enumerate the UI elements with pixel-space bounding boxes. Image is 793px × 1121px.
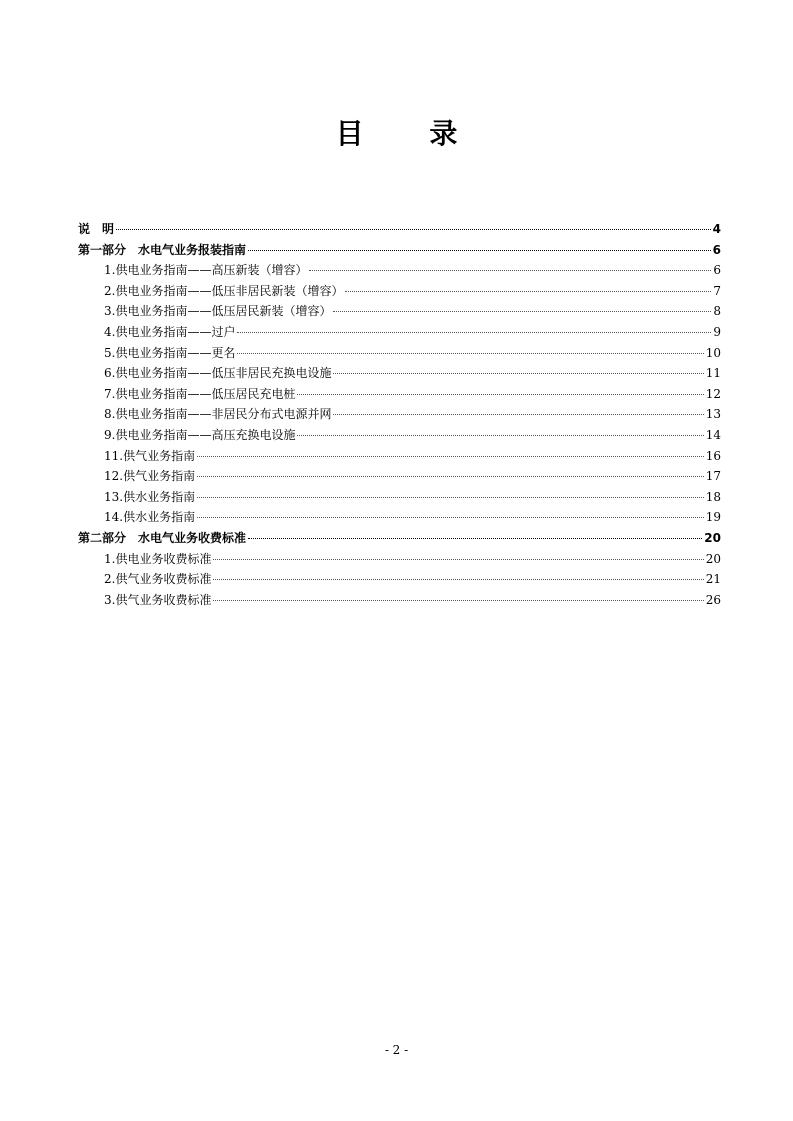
toc-dot-leader <box>333 414 703 415</box>
toc-entry-label: 13.供水业务指南 <box>104 489 196 504</box>
toc-entry-label: 1.供电业务收费标准 <box>104 551 212 566</box>
toc-entry-page: 14 <box>705 427 721 442</box>
toc-entry-page: 11 <box>705 366 721 381</box>
toc-subsection-entry[interactable] <box>78 446 721 467</box>
toc-subsection-entry[interactable] <box>78 569 721 590</box>
toc-dot-leader <box>197 476 704 477</box>
toc-section-entry[interactable] <box>78 219 721 240</box>
toc-entry-label: 14.供水业务指南 <box>104 510 196 525</box>
toc-dot-leader <box>237 353 703 354</box>
toc-dot-leader <box>248 538 702 539</box>
toc-subsection-entry[interactable] <box>78 301 721 322</box>
toc-dot-leader <box>297 435 703 436</box>
toc-dot-leader <box>309 270 711 271</box>
page-title: 目 录 <box>335 117 486 150</box>
toc-subsection-entry[interactable] <box>78 343 721 364</box>
toc-subsection-entry[interactable] <box>78 322 721 343</box>
toc-subsection-entry[interactable] <box>78 281 721 302</box>
toc-entry-label: 第一部分 水电气业务报装指南 <box>78 242 247 257</box>
toc-dot-leader <box>213 559 703 560</box>
toc-subsection-entry[interactable] <box>78 466 721 487</box>
toc-entry-page: 6 <box>712 242 721 257</box>
toc-entry-label: 2.供气业务收费标准 <box>104 572 212 587</box>
toc-entry-label: 1.供电业务指南——高压新装（增容） <box>104 263 308 278</box>
toc-entry-label: 7.供电业务指南——低压居民充电桩 <box>104 386 296 401</box>
toc-subsection-entry[interactable] <box>78 260 721 281</box>
toc-entry-page: 4 <box>712 222 721 236</box>
toc-entry-page: 8 <box>713 304 721 319</box>
toc-entry-page: 9 <box>713 324 721 339</box>
toc-entry-page: 19 <box>705 510 721 525</box>
toc-entry-page: 26 <box>705 592 721 607</box>
toc-entry-label: 3.供气业务收费标准 <box>104 592 212 607</box>
toc-entry-page: 16 <box>705 448 721 463</box>
toc-subsection-entry[interactable] <box>78 549 721 570</box>
toc-subsection-entry[interactable] <box>78 507 721 528</box>
toc-subsection-entry[interactable] <box>78 425 721 446</box>
toc-subsection-entry[interactable] <box>78 404 721 425</box>
toc-dot-leader <box>248 250 711 251</box>
toc-entry-label: 8.供电业务指南——非居民分布式电源并网 <box>104 407 332 422</box>
toc-dot-leader <box>197 456 704 457</box>
toc-dot-leader <box>345 291 711 292</box>
toc-entry-label: 9.供电业务指南——高压充换电设施 <box>104 427 296 442</box>
toc-entry-page: 18 <box>705 489 721 504</box>
toc-entry-label: 说 明 <box>78 222 115 236</box>
toc-entry-page: 7 <box>713 283 721 298</box>
toc-subsection-entry[interactable] <box>78 384 721 405</box>
toc-entry-page: 21 <box>705 572 721 587</box>
toc-dot-leader <box>333 373 703 374</box>
table-of-contents <box>78 219 721 610</box>
toc-dot-leader <box>116 229 711 230</box>
toc-dot-leader <box>213 579 703 580</box>
toc-entry-page: 13 <box>705 407 721 422</box>
toc-entry-label: 5.供电业务指南——更名 <box>104 345 236 360</box>
toc-subsection-entry[interactable] <box>78 590 721 611</box>
toc-dot-leader <box>213 600 703 601</box>
toc-subsection-entry[interactable] <box>78 487 721 508</box>
toc-dot-leader <box>197 517 704 518</box>
toc-entry-page: 20 <box>705 551 721 566</box>
toc-dot-leader <box>197 497 704 498</box>
toc-dot-leader <box>333 311 711 312</box>
toc-entry-page: 12 <box>705 386 721 401</box>
toc-entry-page: 17 <box>705 469 721 484</box>
toc-entry-label: 4.供电业务指南——过户 <box>104 324 236 339</box>
toc-entry-page: 10 <box>705 345 721 360</box>
toc-entry-label: 6.供电业务指南——低压非居民充换电设施 <box>104 366 332 381</box>
toc-subsection-entry[interactable] <box>78 363 721 384</box>
toc-entry-page: 6 <box>713 263 721 278</box>
toc-entry-label: 3.供电业务指南——低压居民新装（增容） <box>104 304 332 319</box>
page-number: - 2 - <box>384 1043 409 1057</box>
toc-entry-label: 12.供气业务指南 <box>104 469 196 484</box>
toc-entry-page: 20 <box>704 530 721 545</box>
toc-section-entry[interactable] <box>78 528 721 549</box>
toc-entry-label: 11.供气业务指南 <box>104 448 196 463</box>
toc-entry-label: 2.供电业务指南——低压非居民新装（增容） <box>104 283 344 298</box>
toc-dot-leader <box>237 332 711 333</box>
toc-entry-label: 第二部分 水电气业务收费标准 <box>78 530 247 545</box>
toc-section-entry[interactable] <box>78 240 721 261</box>
toc-dot-leader <box>297 394 703 395</box>
